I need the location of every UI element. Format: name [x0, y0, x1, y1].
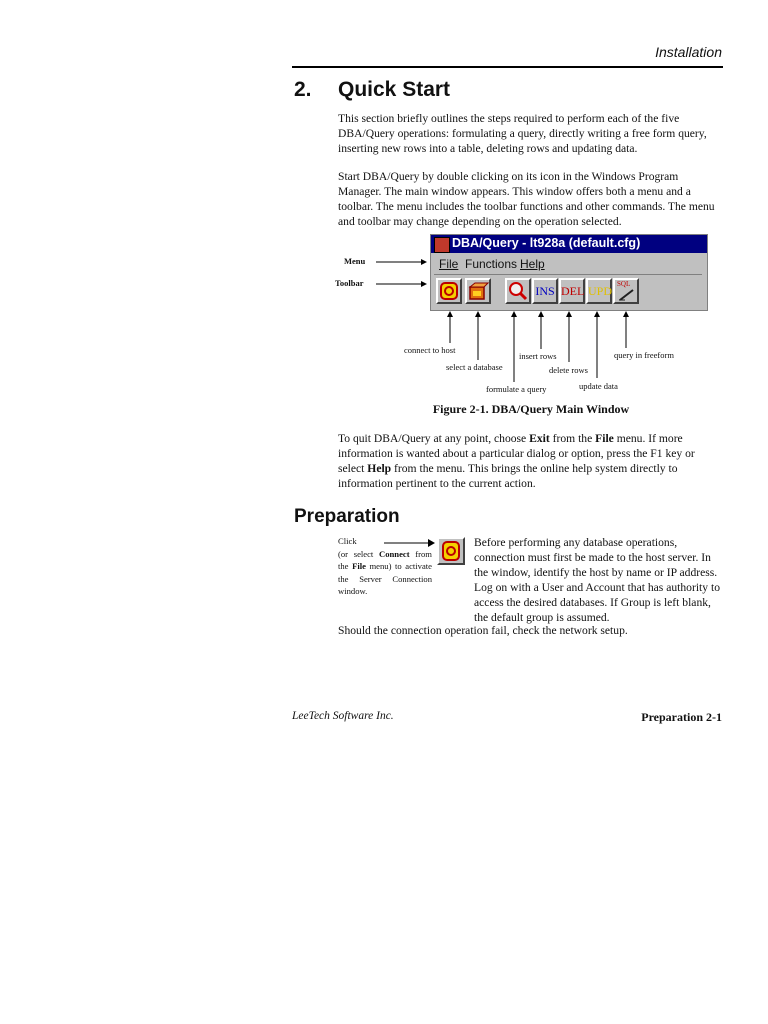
app-window-title: DBA/Query - lt928a (default.cfg): [452, 236, 641, 250]
section-title: Quick Start: [338, 78, 451, 101]
select-db-callout-label: select a database: [446, 362, 503, 372]
running-header: Installation: [655, 44, 722, 60]
delete-callout-label: delete rows: [549, 365, 588, 375]
menu-help[interactable]: Help: [520, 257, 545, 271]
connect-button[interactable]: [437, 537, 465, 565]
connect-icon: [439, 539, 463, 563]
quit-paragraph: To quit DBA/Query at any point, choose Exit from the File menu. If more information is wanted about a particular dialog or option, press the F1 key or select Help from the menu. This brings the online help system directly to information pertinent to the current action.: [338, 432, 695, 490]
toolbar-callout-label: Toolbar: [335, 278, 364, 288]
intro-paragraph: This section briefly outlines the steps required to perform each of the five DBA/Query operations: formulating a query, directly writing a free form query, inserting new rows into a table, deleting rows and updating data.: [338, 112, 707, 155]
preparation-side-note: Click (or select Connect from the File menu) to activate the Server Connection window.: [338, 536, 432, 596]
section-number: 2.: [294, 78, 312, 101]
menu-callout-label: Menu: [344, 256, 366, 266]
preparation-body: Before performing any database operations, connection must first be made to the host server. In the window, identify the host by name or IP address. Log on with a User and Account that has authority to access the desired databases. If Group is left blank, the default group is assumed.: [474, 536, 720, 624]
preparation-final: Should the connection operation fail, check the network setup.: [338, 624, 628, 637]
footer-page-number: Preparation 2-1: [641, 710, 722, 724]
menu-file[interactable]: File: [439, 257, 459, 271]
freeform-query-button[interactable]: SQL: [613, 278, 639, 304]
update-callout-label: update data: [579, 381, 618, 391]
insert-callout-label: insert rows: [519, 351, 557, 361]
insert-rows-button[interactable]: INS: [532, 278, 558, 304]
formulate-callout-label: formulate a query: [486, 384, 547, 394]
click-arrow: [384, 538, 436, 548]
connect-callout-label: connect to host: [404, 345, 456, 355]
delete-rows-button[interactable]: DEL: [559, 278, 585, 304]
preparation-heading: Preparation: [294, 506, 400, 527]
menu-functions[interactable]: Functions: [465, 257, 518, 271]
figure-caption: Figure 2-1. DBA/Query Main Window: [432, 402, 630, 416]
freeform-callout-label: query in freeform: [614, 350, 674, 360]
footer-company: LeeTech Software Inc.: [292, 710, 394, 722]
start-paragraph: Start DBA/Query by double clicking on its icon in the Windows Program Manager. The main window appears. This window offers both a menu and a toolbar. The menu includes the toolbar functions and other commands. The menu and toolbar may change depending on the operation selected.: [338, 170, 715, 228]
update-data-button[interactable]: UPD: [586, 278, 612, 304]
